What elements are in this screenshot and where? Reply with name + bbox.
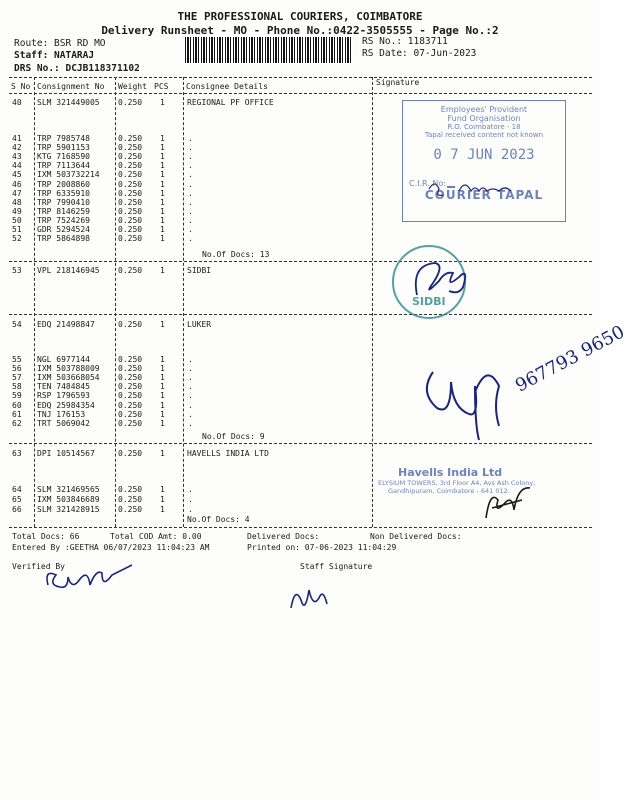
row-sno: 45 (12, 170, 22, 180)
row-sno: 60 (12, 400, 22, 410)
row-pcs: 1 (160, 152, 165, 162)
row-weight: 0.250 (118, 449, 143, 458)
verified-by-label: Verified By (12, 562, 65, 571)
consignee-placeholder: . (188, 382, 193, 392)
col-signature: Signature (376, 78, 420, 87)
row-consignment: DPI 10514567 (37, 449, 95, 458)
row-consignment: TNJ 176153 (37, 409, 86, 419)
row-weight: 0.250 (118, 266, 143, 275)
table-bottom-rule (9, 527, 592, 528)
row-sno: 57 (12, 373, 22, 383)
row-sno: 58 (12, 382, 22, 392)
row-weight: 0.250 (118, 373, 143, 383)
row-sno: 42 (12, 143, 22, 153)
entered-by: Entered By :GEETHA 06/07/2023 11:04:23 AM (12, 543, 210, 552)
col-consignee: Consignee Details (186, 82, 268, 91)
row-pcs: 1 (160, 143, 165, 153)
row-sno: 64 (12, 485, 22, 494)
row-sno: 40 (12, 98, 22, 107)
row-weight: 0.250 (118, 400, 143, 410)
row-consignment: KTG 7168590 (37, 152, 90, 162)
row-pcs: 1 (160, 225, 165, 234)
row-pcs: 1 (160, 485, 165, 494)
epfo-stamp: Employees' Provident Fund Organisation R.O. Coimbatore - 18 Tapal received content not known 0 7 JUN 2023 C.I.R. No: COURIER TAPAL (402, 100, 566, 222)
consignee-placeholder: . (188, 225, 193, 234)
row-pcs: 1 (160, 215, 165, 225)
row-pcs: 1 (160, 161, 165, 171)
sidbi-signature (405, 250, 475, 310)
printed-on: Printed on: 07-06-2023 11:04:29 (247, 543, 397, 552)
row-weight: 0.250 (118, 197, 143, 207)
row-consignment: TEN 7484845 (37, 382, 90, 392)
row-consignment: GDR 5294524 (37, 225, 90, 234)
col-divider (34, 77, 35, 527)
handwritten-number: 967793 9650 (512, 321, 628, 397)
row-weight: 0.250 (118, 170, 143, 180)
row-consignment: TRP 7990410 (37, 197, 90, 207)
row-weight: 0.250 (118, 320, 143, 329)
row-consignment: TRT 5069042 (37, 418, 90, 428)
row-sno: 59 (12, 391, 22, 401)
row-pcs: 1 (160, 373, 165, 383)
total-docs: Total Docs: 66 (12, 532, 80, 541)
row-weight: 0.250 (118, 179, 143, 189)
consignee-placeholder: . (188, 409, 193, 419)
row-consignment: TRP 6335910 (37, 188, 90, 198)
consignee-placeholder: . (188, 418, 193, 428)
group-rule (9, 314, 592, 315)
rs-date: RS Date: 07-Jun-2023 (362, 48, 477, 59)
consignee-placeholder: . (188, 494, 193, 504)
row-consignment: TRP 8146259 (37, 206, 90, 216)
row-sno: 46 (12, 179, 22, 189)
row-pcs: 1 (160, 494, 165, 504)
row-sno: 55 (12, 355, 22, 364)
row-weight: 0.250 (118, 225, 143, 234)
route-label: Route: BSR RD MO (14, 38, 106, 49)
col-divider (115, 77, 116, 527)
consignee-placeholder: . (188, 179, 193, 189)
drs-number: DRS No.: DCJB118371102 (14, 63, 140, 74)
consignee-placeholder: . (188, 197, 193, 207)
row-pcs: 1 (160, 320, 165, 329)
row-pcs: 1 (160, 409, 165, 419)
row-pcs: 1 (160, 179, 165, 189)
consignee-placeholder: . (188, 373, 193, 383)
row-consignment: SLM 321428915 (37, 504, 100, 514)
row-sno: 62 (12, 418, 22, 428)
staff-label: Staff: NATARAJ (14, 50, 95, 61)
row-weight: 0.250 (118, 206, 143, 216)
col-consignment: Consignment No (37, 82, 105, 91)
row-consignment: VPL 218146945 (37, 266, 100, 275)
row-weight: 0.250 (118, 355, 143, 364)
row-weight: 0.250 (118, 504, 143, 514)
barcode (185, 37, 353, 63)
consignee-placeholder: . (188, 206, 193, 216)
row-pcs: 1 (160, 266, 165, 275)
row-weight: 0.250 (118, 152, 143, 162)
row-sno: 54 (12, 320, 22, 329)
row-sno: 65 (12, 494, 22, 504)
rs-number: RS No.: 1183711 (362, 36, 448, 47)
row-sno: 52 (12, 234, 22, 244)
staff-signature-label: Staff Signature (300, 562, 373, 571)
docs-count: No.Of Docs: 9 (202, 432, 265, 441)
row-pcs: 1 (160, 355, 165, 364)
row-consignment: IXM 503668054 (37, 373, 100, 383)
row-pcs: 1 (160, 234, 165, 244)
consignee-name: LUKER (187, 320, 212, 329)
row-sno: 41 (12, 134, 22, 143)
col-divider (372, 77, 373, 527)
row-consignment: TRP 7985748 (37, 134, 90, 143)
row-sno: 43 (12, 152, 22, 162)
row-consignment: TRP 2008860 (37, 179, 90, 189)
consignee-placeholder: . (188, 134, 193, 143)
row-pcs: 1 (160, 504, 165, 514)
row-consignment: TRP 5864898 (37, 234, 90, 244)
col-divider (183, 77, 184, 527)
row-sno: 53 (12, 266, 22, 275)
table-top-rule (9, 77, 592, 78)
staff-signature (285, 580, 335, 615)
row-sno: 61 (12, 409, 22, 419)
havells-stamp: Havells India Ltd ELYSIUM TOWERS, 3rd Floor A4, Avs Ash Colony, Gandhipuram, Coimbatore - 641 012. (378, 466, 536, 495)
row-consignment: EDQ 21498847 (37, 320, 95, 329)
row-sno: 47 (12, 188, 22, 198)
row-weight: 0.250 (118, 494, 143, 504)
group-rule (9, 261, 592, 262)
row-sno: 56 (12, 364, 22, 374)
consignee-placeholder: . (188, 485, 193, 494)
row-weight: 0.250 (118, 409, 143, 419)
row-pcs: 1 (160, 391, 165, 401)
consignee-name: HAVELLS INDIA LTD (187, 449, 269, 458)
row-consignment: SLM 321469565 (37, 485, 100, 494)
row-sno: 50 (12, 215, 22, 225)
row-pcs: 1 (160, 382, 165, 392)
sidbi-stamp: SIDBI (392, 245, 466, 319)
row-weight: 0.250 (118, 418, 143, 428)
col-sno: S No (11, 82, 31, 91)
row-weight: 0.250 (118, 234, 143, 244)
total-cod: Total COD Amt: 0.00 (110, 532, 202, 541)
row-pcs: 1 (160, 418, 165, 428)
row-consignment: TRP 7524269 (37, 215, 90, 225)
row-consignment: EDQ 25984354 (37, 400, 95, 410)
row-sno: 63 (12, 449, 22, 458)
consignee-placeholder: . (188, 170, 193, 180)
consignee-placeholder: . (188, 504, 193, 514)
consignee-name: REGIONAL PF OFFICE (187, 98, 274, 107)
row-weight: 0.250 (118, 485, 143, 494)
col-weight: Weight (118, 82, 147, 91)
row-consignment: TRP 5901153 (37, 143, 90, 153)
docs-count: No.Of Docs: 13 (202, 250, 270, 259)
row-pcs: 1 (160, 188, 165, 198)
epfo-initials-signature (425, 175, 535, 200)
row-pcs: 1 (160, 400, 165, 410)
consignee-placeholder: . (188, 215, 193, 225)
row-pcs: 1 (160, 134, 165, 143)
row-sno: 66 (12, 504, 22, 514)
row-weight: 0.250 (118, 188, 143, 198)
row-consignment: NGL 6977144 (37, 355, 90, 364)
row-consignment: RSP 1796593 (37, 391, 90, 401)
row-weight: 0.250 (118, 143, 143, 153)
consignee-placeholder: . (188, 161, 193, 171)
col-pcs: PCS (154, 82, 169, 91)
consignee-placeholder: . (188, 152, 193, 162)
row-weight: 0.250 (118, 391, 143, 401)
havells-signature (478, 478, 538, 524)
runsheet-subtitle: Delivery Runsheet - MO - Phone No.:0422-3505555 - Page No.:2 (101, 24, 499, 37)
company-title: THE PROFESSIONAL COURIERS, COIMBATORE (177, 10, 423, 23)
consignee-placeholder: . (188, 400, 193, 410)
row-weight: 0.250 (118, 161, 143, 171)
delivered-docs: Delivered Docs: (247, 532, 320, 541)
consignee-placeholder: . (188, 143, 193, 153)
group-rule (9, 443, 592, 444)
row-pcs: 1 (160, 206, 165, 216)
row-weight: 0.250 (118, 134, 143, 143)
docs-count: No.Of Docs: 4 (187, 515, 250, 524)
row-pcs: 1 (160, 364, 165, 374)
row-sno: 44 (12, 161, 22, 171)
row-consignment: IXM 503732214 (37, 170, 100, 180)
row-pcs: 1 (160, 197, 165, 207)
row-sno: 48 (12, 197, 22, 207)
consignee-placeholder: . (188, 188, 193, 198)
header-rule (9, 93, 592, 94)
row-sno: 49 (12, 206, 22, 216)
row-consignment: IXM 503788009 (37, 364, 100, 374)
row-consignment: TRP 7113644 (37, 161, 90, 171)
row-pcs: 1 (160, 449, 165, 458)
consignee-placeholder: . (188, 234, 193, 244)
non-delivered-docs: Non Delivered Docs: (370, 532, 462, 541)
verified-by-signature (40, 563, 135, 598)
consignee-placeholder: . (188, 364, 193, 374)
row-weight: 0.250 (118, 215, 143, 225)
row-pcs: 1 (160, 170, 165, 180)
row-weight: 0.250 (118, 98, 143, 107)
row-consignment: SLM 321449005 (37, 98, 100, 107)
consignee-placeholder: . (188, 355, 193, 364)
row-pcs: 1 (160, 98, 165, 107)
row-consignment: IXM 503846689 (37, 494, 100, 504)
consignee-placeholder: . (188, 391, 193, 401)
row-sno: 51 (12, 225, 22, 234)
row-weight: 0.250 (118, 382, 143, 392)
consignee-name: SIDBI (187, 266, 212, 275)
row-weight: 0.250 (118, 364, 143, 374)
